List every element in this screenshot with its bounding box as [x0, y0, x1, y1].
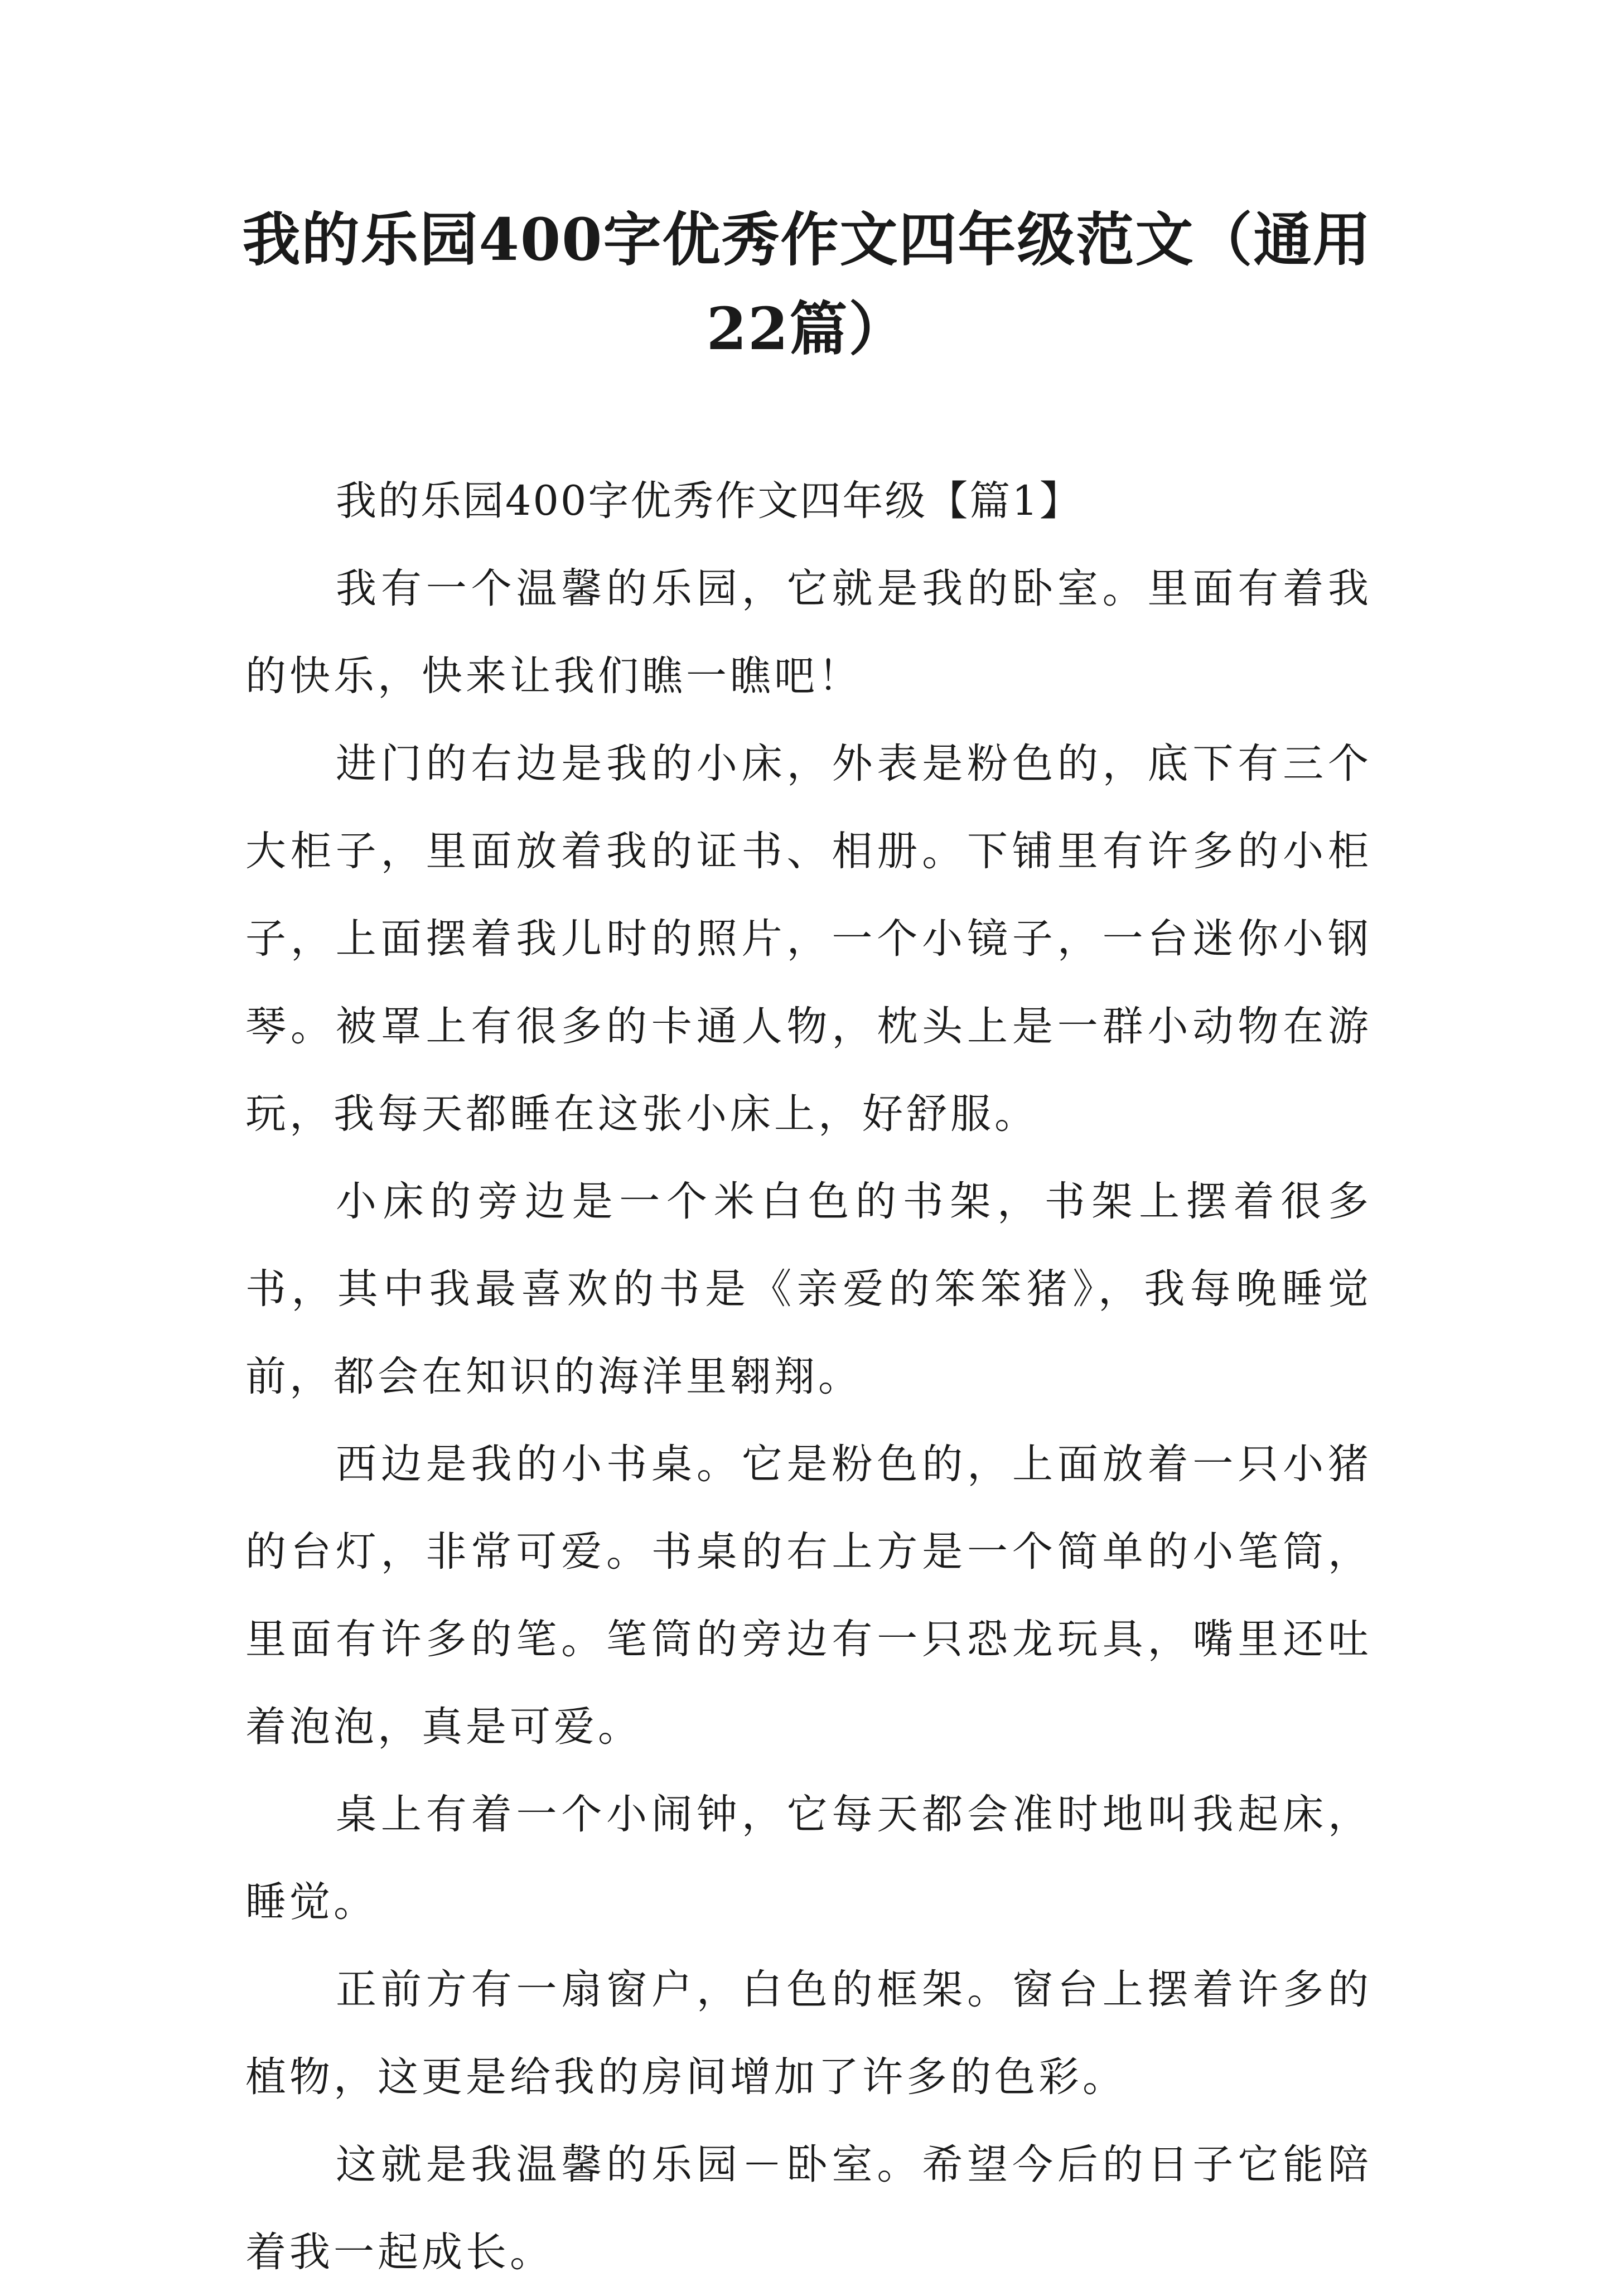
- document-title: [212, 195, 1402, 374]
- document-body: [245, 457, 1372, 2296]
- title-line-1: 我的乐园400字优秀作文四年级范文（通用: [242, 205, 1372, 274]
- paragraph: 这就是我温馨的乐园－卧室。希望今后的日子它能陪着我一起成长。: [245, 2141, 1372, 2276]
- paragraph: 小床的旁边是一个米白色的书架，书架上摆着很多书，其中我最喜欢的书是《亲爱的笨笨猪》，我每晚睡觉前，都会在知识的海洋里翱翔。: [245, 1178, 1372, 1400]
- title-line-2: 22篇）: [706, 294, 908, 363]
- paragraph: 我有一个温馨的乐园，它就是我的卧室。里面有着我的快乐，快来让我们瞧一瞧吧！: [245, 565, 1372, 700]
- paragraph: 正前方有一扇窗户，白色的框架。窗台上摆着许多的植物，这更是给我的房间增加了许多的色彩。: [245, 1966, 1372, 2101]
- paragraph: 进门的右边是我的小床，外表是粉色的，底下有三个大柜子，里面放着我的证书、相册。下铺里有许多的小柜子，上面摆着我儿时的照片，一个小镜子，一台迷你小钢琴。被罩上有很多的卡通人物，枕头上是一群小动物在游玩，我每天都睡在这张小床上，好舒服。: [245, 740, 1372, 1138]
- paragraph: 桌上有着一个小闹钟，它每天都会准时地叫我起床，睡觉。: [245, 1791, 1372, 1926]
- section-heading: 我的乐园400字优秀作文四年级【篇1】: [336, 477, 1082, 525]
- paragraph: 西边是我的小书桌。它是粉色的，上面放着一只小猪的台灯，非常可爱。书桌的右上方是一个简单的小笔筒，里面有许多的笔。笔筒的旁边有一只恐龙玩具，嘴里还吐着泡泡，真是可爱。: [245, 1441, 1372, 1751]
